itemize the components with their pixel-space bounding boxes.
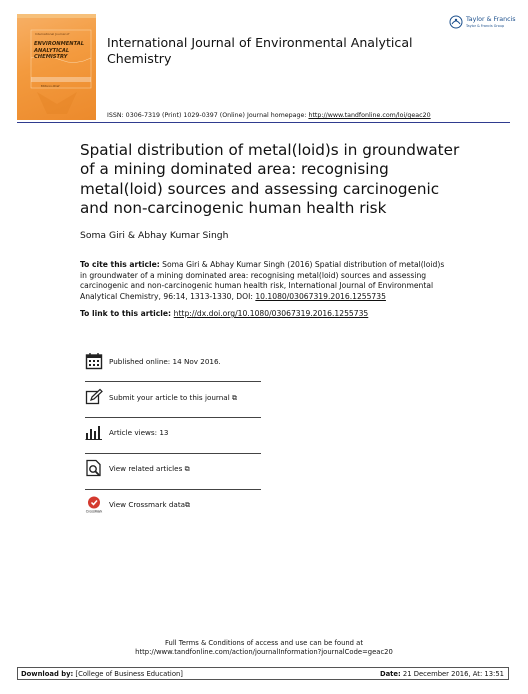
external-link-icon: ⧉ [184,464,190,473]
cite-text: Soma Giri & Abhay Kumar Singh (2016) Spatial distribution of metal(loid)s in groundwater of a mining dominated area: recognising metal(loid) sources and assessing carcinogenic and non-carcinogenic human health risk, International Journal of Environmental Analytical Chemistry, 96:14, 1313-1330, DOI: [80,260,445,301]
published-online-row [85,352,261,372]
publisher-logo-icon [449,15,463,29]
crossmark-link[interactable]: View Crossmark data⧉ [109,500,191,509]
cover-band [31,77,91,82]
cover-lines: Editor-in-Chief [41,85,60,88]
edit-icon [85,388,103,406]
article-views-row [85,423,261,443]
issn-line [107,112,431,119]
cite-doi-link[interactable]: 10.1080/03067319.2016.1255735 [255,291,386,301]
info-divider [85,417,261,418]
article-doi-link[interactable]: http://dx.doi.org/10.1080/03067319.2016.1255735 [173,309,369,318]
citation-block [80,260,446,302]
related-articles-link[interactable]: View related articles ⧉ [109,464,190,473]
journal-homepage-link[interactable]: http://www.tandfonline.com/loi/geac20 [308,112,431,119]
crossmark-logo-text: CrossMark [85,509,103,513]
info-divider [85,489,261,490]
download-by: Download by: [College of Business Education] [21,670,183,678]
article-title: Spatial distribution of metal(loid)s in groundwater of a mining dominated area: recognising metal(loid) sources and assessing carcinogenic and non-carcinogenic human health risk [80,141,460,218]
article-link-line [80,309,368,318]
download-info-bar [17,667,509,680]
external-link-icon: ⧉ [232,393,238,402]
link-label: To link to this article: [80,309,174,318]
issn-text: ISSN: 0306-7319 (Print) 1029-0397 (Online) Journal homepage: [107,112,309,119]
related-articles-row[interactable] [85,459,261,479]
publisher-subname: Taylor & Francis Group [466,24,505,28]
footer [0,639,528,658]
publisher-logo[interactable] [449,15,516,37]
published-online-text: Published online: 14 Nov 2016. [109,357,221,366]
cite-label: To cite this article: [80,260,160,269]
header-divider [17,122,510,123]
document-search-icon [85,459,103,477]
cover-pattern [17,14,96,120]
calendar-icon [85,352,103,370]
crossmark-row[interactable] [85,495,261,515]
terms-text: Full Terms & Conditions of access and use can be found at [165,639,363,647]
submit-article-row[interactable] [85,388,261,408]
info-divider [85,381,261,382]
cover-title: ENVIRONMENTAL ANALYTICAL CHEMISTRY [34,41,85,60]
bar-chart-icon [85,423,103,441]
crossmark-icon [85,495,103,513]
terms-link[interactable]: http://www.tandfonline.com/action/journalInformation?journalCode=geac20 [135,648,393,657]
cover-small-text: International Journal of [35,32,70,36]
external-link-icon: ⧉ [185,500,191,509]
article-views-text: Article views: 13 [109,428,169,437]
publisher-name: Taylor & Francis [466,16,516,23]
submit-article-link[interactable]: Submit your article to this journal ⧉ [109,393,238,402]
journal-title[interactable]: International Journal of Environmental Analytical Chemistry [107,35,413,66]
download-date: Date: 21 December 2016, At: 13:51 [379,670,504,678]
info-divider [85,453,261,454]
journal-cover-image[interactable] [17,14,96,120]
article-authors[interactable]: Soma Giri & Abhay Kumar Singh [80,230,229,241]
